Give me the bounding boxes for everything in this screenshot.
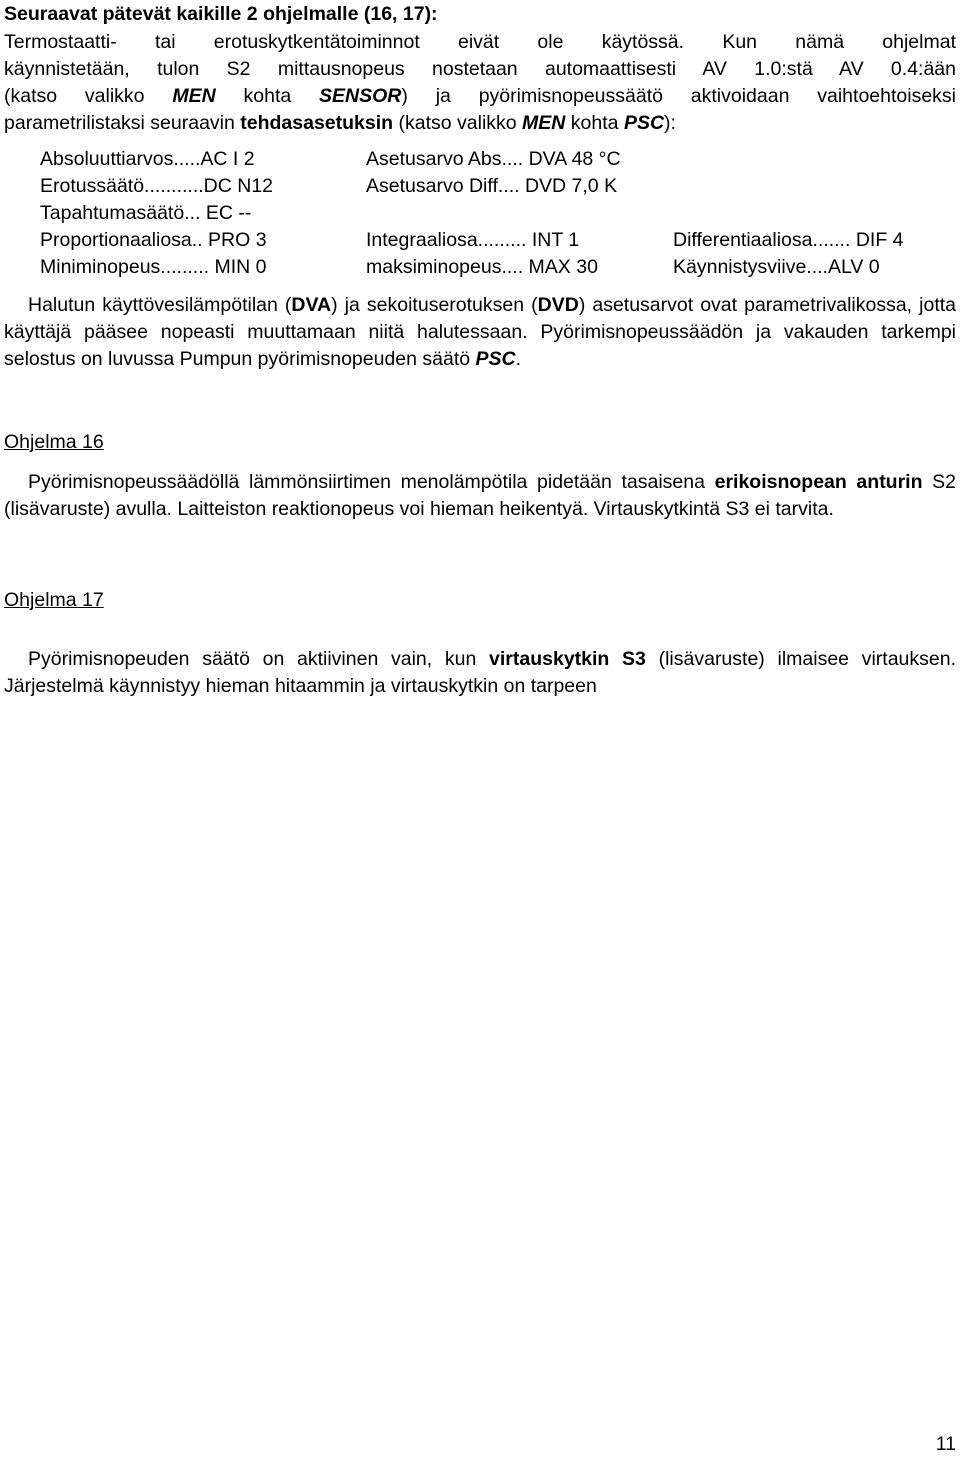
intro-text: kohta [215, 85, 320, 107]
intro-text: (katso valikko [393, 112, 523, 134]
body-text: Halutun käyttövesilämpötilan ( [28, 294, 292, 316]
menu-ref: PSC [623, 112, 665, 134]
body-text: ) asetusarvot ovat parametrivalikossa, jotta käyttäjä pääsee nopeasti muuttamaan niitä halutessaan. Pyörimisnopeussäädön ja vakauden tarkempi selostus on luvussa Pumpun pyörimisnopeuden säätö [4, 294, 957, 370]
menu-ref: MEN [522, 112, 566, 134]
emphasis-text: tehdasasetuksin [240, 112, 394, 134]
param-proportional: Proportionaaliosa.. PRO 3 [40, 229, 267, 251]
intro-text: Termostaatti- tai erotuskytkentätoiminnot eivät ole käytössä. Kun nämä ohjelmat [4, 31, 956, 53]
body-text: Pyörimisnopeussäädöllä lämmönsiirtimen menolämpötila pidetään tasaisena [28, 471, 715, 493]
menu-ref: PSC [475, 348, 516, 370]
program-17-text [4, 646, 956, 700]
body-text: . [515, 348, 522, 370]
intro-text: (katso valikko [4, 85, 173, 107]
setpoint-paragraph [4, 292, 956, 373]
program-17-title: Ohjelma 17 [4, 589, 104, 611]
intro-line-2 [4, 56, 956, 83]
intro-text: ) ja pyörimisnopeussäätö aktivoidaan vaihtoehtoiseksi [401, 85, 956, 107]
param-absolute: Absoluuttiarvos.....AC I 2 [40, 148, 255, 170]
intro-text: kohta [565, 112, 624, 134]
program-16-text [4, 469, 956, 523]
param-setpoint-abs: Asetusarvo Abs.... DVA 48 °C [366, 148, 621, 170]
intro-line-1 [4, 29, 956, 56]
program-16-title: Ohjelma 16 [4, 431, 104, 453]
param-difference: Erotussäätö...........DC N12 [40, 175, 274, 197]
intro-text: ): [664, 112, 676, 134]
body-text: ) ja sekoituserotuksen ( [331, 294, 538, 316]
page-number: 11 [935, 1433, 956, 1455]
param-integral: Integraaliosa......... INT 1 [366, 229, 580, 251]
intro-line-4 [4, 110, 956, 137]
body-text: Pyörimisnopeuden säätö on aktiivinen vain, kun [28, 648, 490, 670]
emphasis-text: DVD [537, 294, 579, 316]
emphasis-text: virtauskytkin S3 [489, 648, 646, 670]
param-event: Tapahtumasäätö... EC -- [40, 202, 252, 224]
param-setpoint-diff: Asetusarvo Diff.... DVD 7,0 K [366, 175, 618, 197]
intro-text: käynnistetään, tulon S2 mittausnopeus nostetaan automaattisesti AV 1.0:stä AV 0.4:ään [4, 58, 956, 80]
menu-ref: SENSOR [319, 85, 402, 107]
param-max-speed: maksiminopeus.... MAX 30 [366, 256, 598, 278]
intro-text: parametrilistaksi seuraavin [4, 112, 241, 134]
param-differential: Differentiaaliosa....... DIF 4 [673, 229, 904, 251]
intro-line-3 [4, 83, 956, 110]
param-start-delay: Käynnistysviive....ALV 0 [673, 256, 880, 278]
emphasis-text: erikoisnopean anturin [714, 471, 923, 493]
emphasis-text: DVA [291, 294, 332, 316]
menu-ref: MEN [172, 85, 216, 107]
param-min-speed: Miniminopeus......... MIN 0 [40, 256, 267, 278]
section-heading: Seuraavat pätevät kaikille 2 ohjelmalle (16, 17): [4, 3, 438, 25]
body-text: S2 (lisävaruste) avulla. Laitteiston reaktionopeus voi hieman heikentyä. Virtauskytkintä S3 ei tarvita. [4, 471, 956, 520]
body-text: (lisävaruste) ilmaisee virtauksen. Järjestelmä käynnistyy hieman hitaammin ja virtauskytkin on tarpeen [4, 648, 956, 697]
